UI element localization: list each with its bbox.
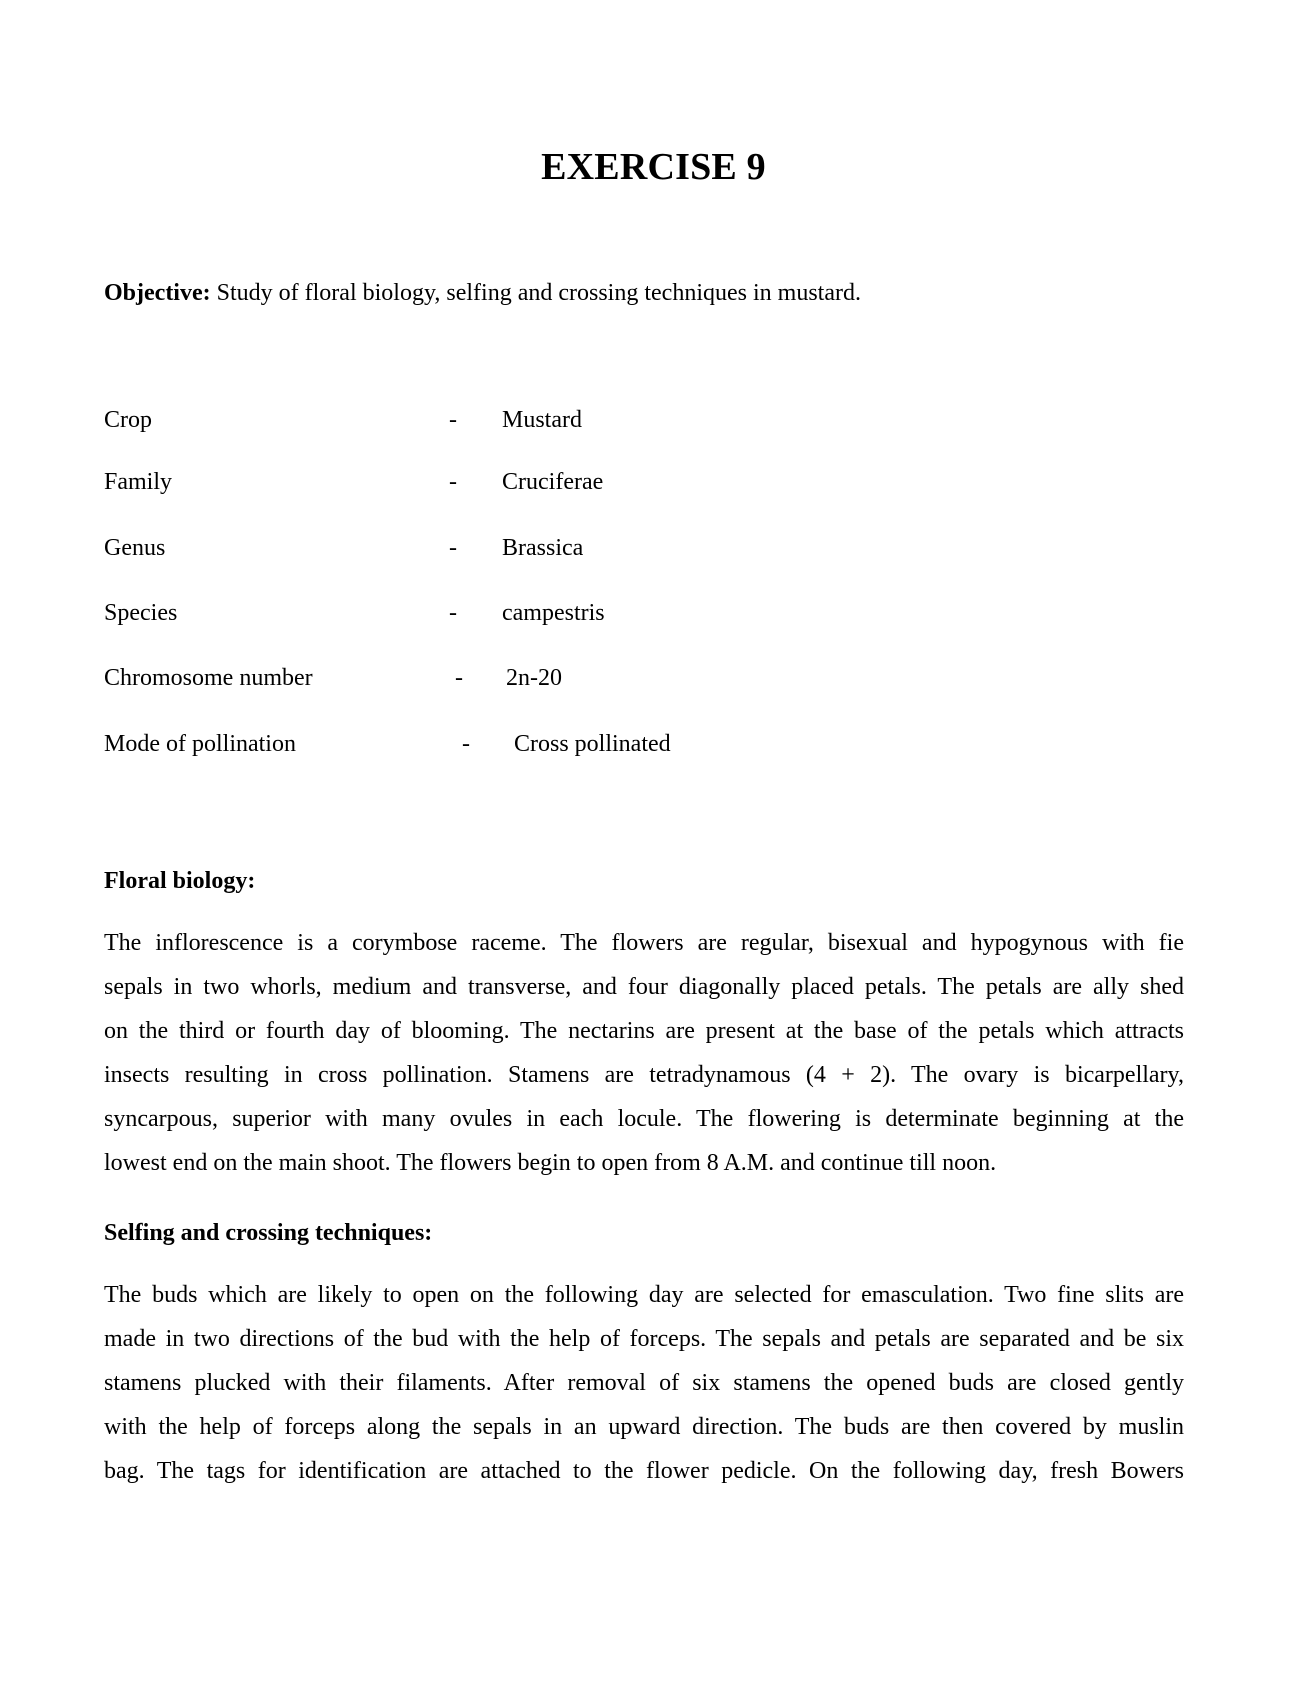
paragraph-line: sepals in two whorls, medium and transverse, and four diagonally placed petals. The petals are ally shed	[104, 974, 1184, 1000]
detail-label: Mode of pollination	[104, 731, 296, 757]
detail-value: Cruciferae	[502, 469, 604, 495]
paragraph-line: stamens plucked with their filaments. After removal of six stamens the opened buds are closed gently	[104, 1370, 1184, 1396]
detail-value: campestris	[502, 600, 605, 626]
paragraph-line: bag. The tags for identification are attached to the flower pedicle. On the following day, fresh Bowers	[104, 1458, 1184, 1484]
paragraph-line: made in two directions of the bud with the help of forceps. The sepals and petals are separated and be six	[104, 1326, 1184, 1352]
selfing-crossing-heading: Selfing and crossing techniques:	[104, 1220, 433, 1246]
floral-biology-heading: Floral biology:	[104, 868, 256, 894]
selfing-crossing-paragraph	[104, 1273, 1184, 1493]
detail-separator: -	[462, 731, 470, 757]
paragraph-line: insects resulting in cross pollination. Stamens are tetradynamous (4 + 2). The ovary is bicarpellary,	[104, 1062, 1184, 1088]
objective-label: Objective:	[104, 280, 211, 306]
objective-line	[104, 278, 861, 308]
detail-label: Crop	[104, 407, 152, 433]
detail-separator: -	[449, 469, 457, 495]
detail-value: Mustard	[502, 407, 582, 433]
detail-separator: -	[449, 407, 457, 433]
detail-value: 2n-20	[506, 665, 562, 691]
paragraph-line: lowest end on the main shoot. The flowers begin to open from 8 A.M. and continue till noon.	[104, 1150, 997, 1176]
detail-separator: -	[449, 535, 457, 561]
detail-value: Cross pollinated	[514, 731, 671, 757]
detail-separator: -	[449, 600, 457, 626]
detail-value: Brassica	[502, 535, 584, 561]
paragraph-line: with the help of forceps along the sepals in an upward direction. The buds are then covered by muslin	[104, 1414, 1184, 1440]
detail-separator: -	[455, 665, 463, 691]
page-title: EXERCISE 9	[541, 146, 766, 188]
objective-text: Study of floral biology, selfing and crossing techniques in mustard.	[210, 280, 861, 306]
floral-biology-paragraph	[104, 921, 1184, 1185]
detail-label: Family	[104, 469, 173, 495]
detail-label: Chromosome number	[104, 665, 313, 691]
paragraph-line: syncarpous, superior with many ovules in each locule. The flowering is determinate beginning at the	[104, 1106, 1184, 1132]
detail-label: Species	[104, 600, 178, 626]
paragraph-line: The inflorescence is a corymbose raceme. The flowers are regular, bisexual and hypogynous with fie	[104, 930, 1184, 956]
paragraph-line: The buds which are likely to open on the following day are selected for emasculation. Two fine slits are	[104, 1282, 1184, 1308]
paragraph-line: on the third or fourth day of blooming. The nectarins are present at the base of the petals which attracts	[104, 1018, 1184, 1044]
detail-label: Genus	[104, 535, 166, 561]
